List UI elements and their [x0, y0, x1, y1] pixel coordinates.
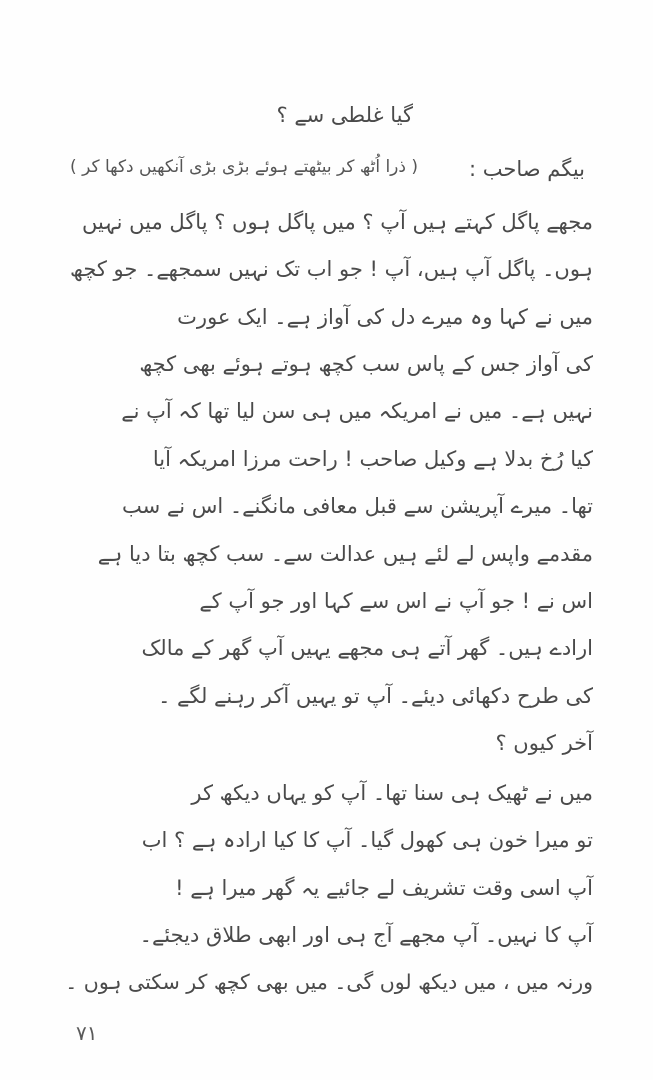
text-line: آپ اسی وقت تشریف لے جائیے یہ گھر میرا ہے !	[175, 876, 593, 900]
text-line: کی طرح دکھائی دیئے۔ آپ تو یہیں آکر رہنے لگے ۔	[158, 684, 593, 708]
text-line: کیا رُخ بدلا ہے وکیل صاحب ! راحت مرزا امریکہ آیا	[152, 447, 593, 471]
text-line: آپ کا نہیں۔ آپ مجھے آج ہی اور ابھی طلاق دیجئے۔	[139, 923, 593, 947]
text-line: کی آواز جس کے پاس سب کچھ ہوتے ہوئے بھی کچھ	[139, 352, 593, 376]
text-line: تھا۔ میرے آپریشن سے قبل معافی مانگنے۔ اس نے سب	[122, 494, 593, 518]
page-number: ۷۱	[76, 1021, 98, 1045]
text-line: ہوں۔ پاگل آپ ہیں، آپ ! جو اب تک نہیں سمجھے۔ جو کچھ	[70, 257, 593, 281]
text-line: اس نے ! جو آپ نے اس سے کہا اور جو آپ کے	[199, 589, 593, 613]
text-line: ورنہ میں ، میں دیکھ لوں گی۔ میں بھی کچھ کر سکتی ہوں ۔	[65, 970, 593, 994]
text-line: ارادے ہیں۔ گھر آتے ہی مجھے یہیں آپ گھر کے مالک	[141, 636, 593, 660]
speaker-name: بیگم صاحب :	[468, 157, 585, 181]
text-line: گیا غلطی سے ؟	[276, 103, 413, 127]
text-line: نہیں ہے۔ میں نے امریکہ میں ہی سن لیا تھا کہ آپ نے	[121, 399, 593, 423]
text-line: مقدمے واپس لے لئے ہیں عدالت سے۔ سب کچھ بتا دیا ہے	[97, 542, 593, 566]
stage-direction: ( ذرا اُٹھ کر بیٹھتے ہوئے بڑی بڑی آنکھیں دکھا کر )	[70, 157, 418, 177]
text-line: مجھے پاگل کہتے ہیں آپ ؟ میں پاگل ہوں ؟ پاگل میں نہیں	[82, 210, 593, 234]
text-line: آخر کیوں ؟	[495, 731, 593, 755]
text-line: تو میرا خون ہی کھول گیا۔ آپ کا کیا ارادہ ہے ؟ اب	[141, 828, 593, 852]
text-line: میں نے ٹھیک ہی سنا تھا۔ آپ کو یہاں دیکھ کر	[191, 781, 593, 805]
text-line: میں نے کہا وہ میرے دل کی آواز ہے۔ ایک عورت	[177, 305, 593, 329]
